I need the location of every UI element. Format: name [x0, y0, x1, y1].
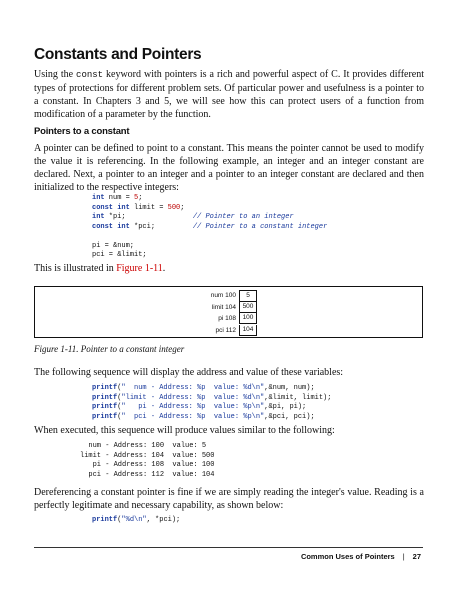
- intro-paragraph: Using the const keyword with pointers is a rich and powerful aspect of C. It provides different types of protections for different problem sets. Of particular power and usefulness is a pointer to a constant. In Chapters 3 and 5, we will see how this can protect users of a function from modification of a parameter by the function.: [34, 69, 425, 120]
- memory-row-label: limit 104: [211, 303, 236, 311]
- footer-separator: |: [402, 552, 405, 561]
- figure-caption: Figure 1-11. Pointer to a constant integer: [34, 344, 185, 354]
- figure-link[interactable]: Figure 1-11: [116, 263, 163, 274]
- page-number: 27: [412, 552, 421, 561]
- memory-row-label: num 100: [210, 292, 236, 300]
- memory-diagram: [196, 290, 257, 336]
- memory-cell: 500: [239, 302, 257, 313]
- memory-row: [196, 325, 257, 337]
- memory-row: [196, 302, 257, 314]
- declaration-code-block: int num = 5; const int limit = 500; int *pi; // Pointer to an integer const int *pci; // Pointer to a constant integer pi = &num; pci = &limit;: [92, 194, 328, 259]
- section-heading: Constants and Pointers: [34, 46, 202, 63]
- memory-row: [196, 313, 257, 325]
- memory-cell: 104: [239, 325, 257, 336]
- footer-section-title: Common Uses of Pointers: [300, 552, 395, 561]
- memory-row: [196, 290, 257, 302]
- illustration-reference: This is illustrated in Figure 1-11.: [34, 263, 166, 274]
- footer-rule: [34, 547, 423, 548]
- memory-row-label: pi 108: [218, 315, 236, 323]
- display-sequence-paragraph: The following sequence will display the address and value of these variables:: [34, 367, 344, 378]
- execution-output-paragraph: When executed, this sequence will produce values similar to the following:: [34, 425, 335, 436]
- memory-cell: 5: [239, 290, 257, 302]
- pointer-definition-paragraph: A pointer can be defined to point to a constant. This means the pointer cannot be used to modify the value it is referencing. In the following example, an integer and an integer constant are declared. Next, a pointer to an integer and a pointer to an integer constant are declared and then initialized to the respective integers:: [34, 143, 424, 193]
- memory-row-label: pci 112: [215, 326, 236, 334]
- printf-code-block: printf(" num - Address: %p value: %d\n",&num, num); printf("limit - Address: %p value: %d\n",&limit, limit); printf(" pi - Address: %p value: %p\n",&pi, pi); printf(" pci - Address: %p value: %p\n",&pci, pci);: [92, 384, 332, 421]
- subsection-heading: Pointers to a constant: [34, 126, 130, 137]
- memory-cell: 100: [239, 313, 257, 324]
- inline-code-const: const: [76, 70, 104, 80]
- page-footer: [301, 552, 421, 561]
- dereference-paragraph: Dereferencing a constant pointer is fine if we are simply reading the integer's value. Reading is a perfectly legitimate and necessary capability, as shown below:: [34, 487, 424, 511]
- dereference-code-block: printf("%d\n", *pci);: [92, 516, 181, 524]
- program-output-block: num - Address: 100 value: 5 limit - Address: 104 value: 500 pi - Address: 108 value: 100 pci - Address: 112 value: 104: [80, 442, 215, 479]
